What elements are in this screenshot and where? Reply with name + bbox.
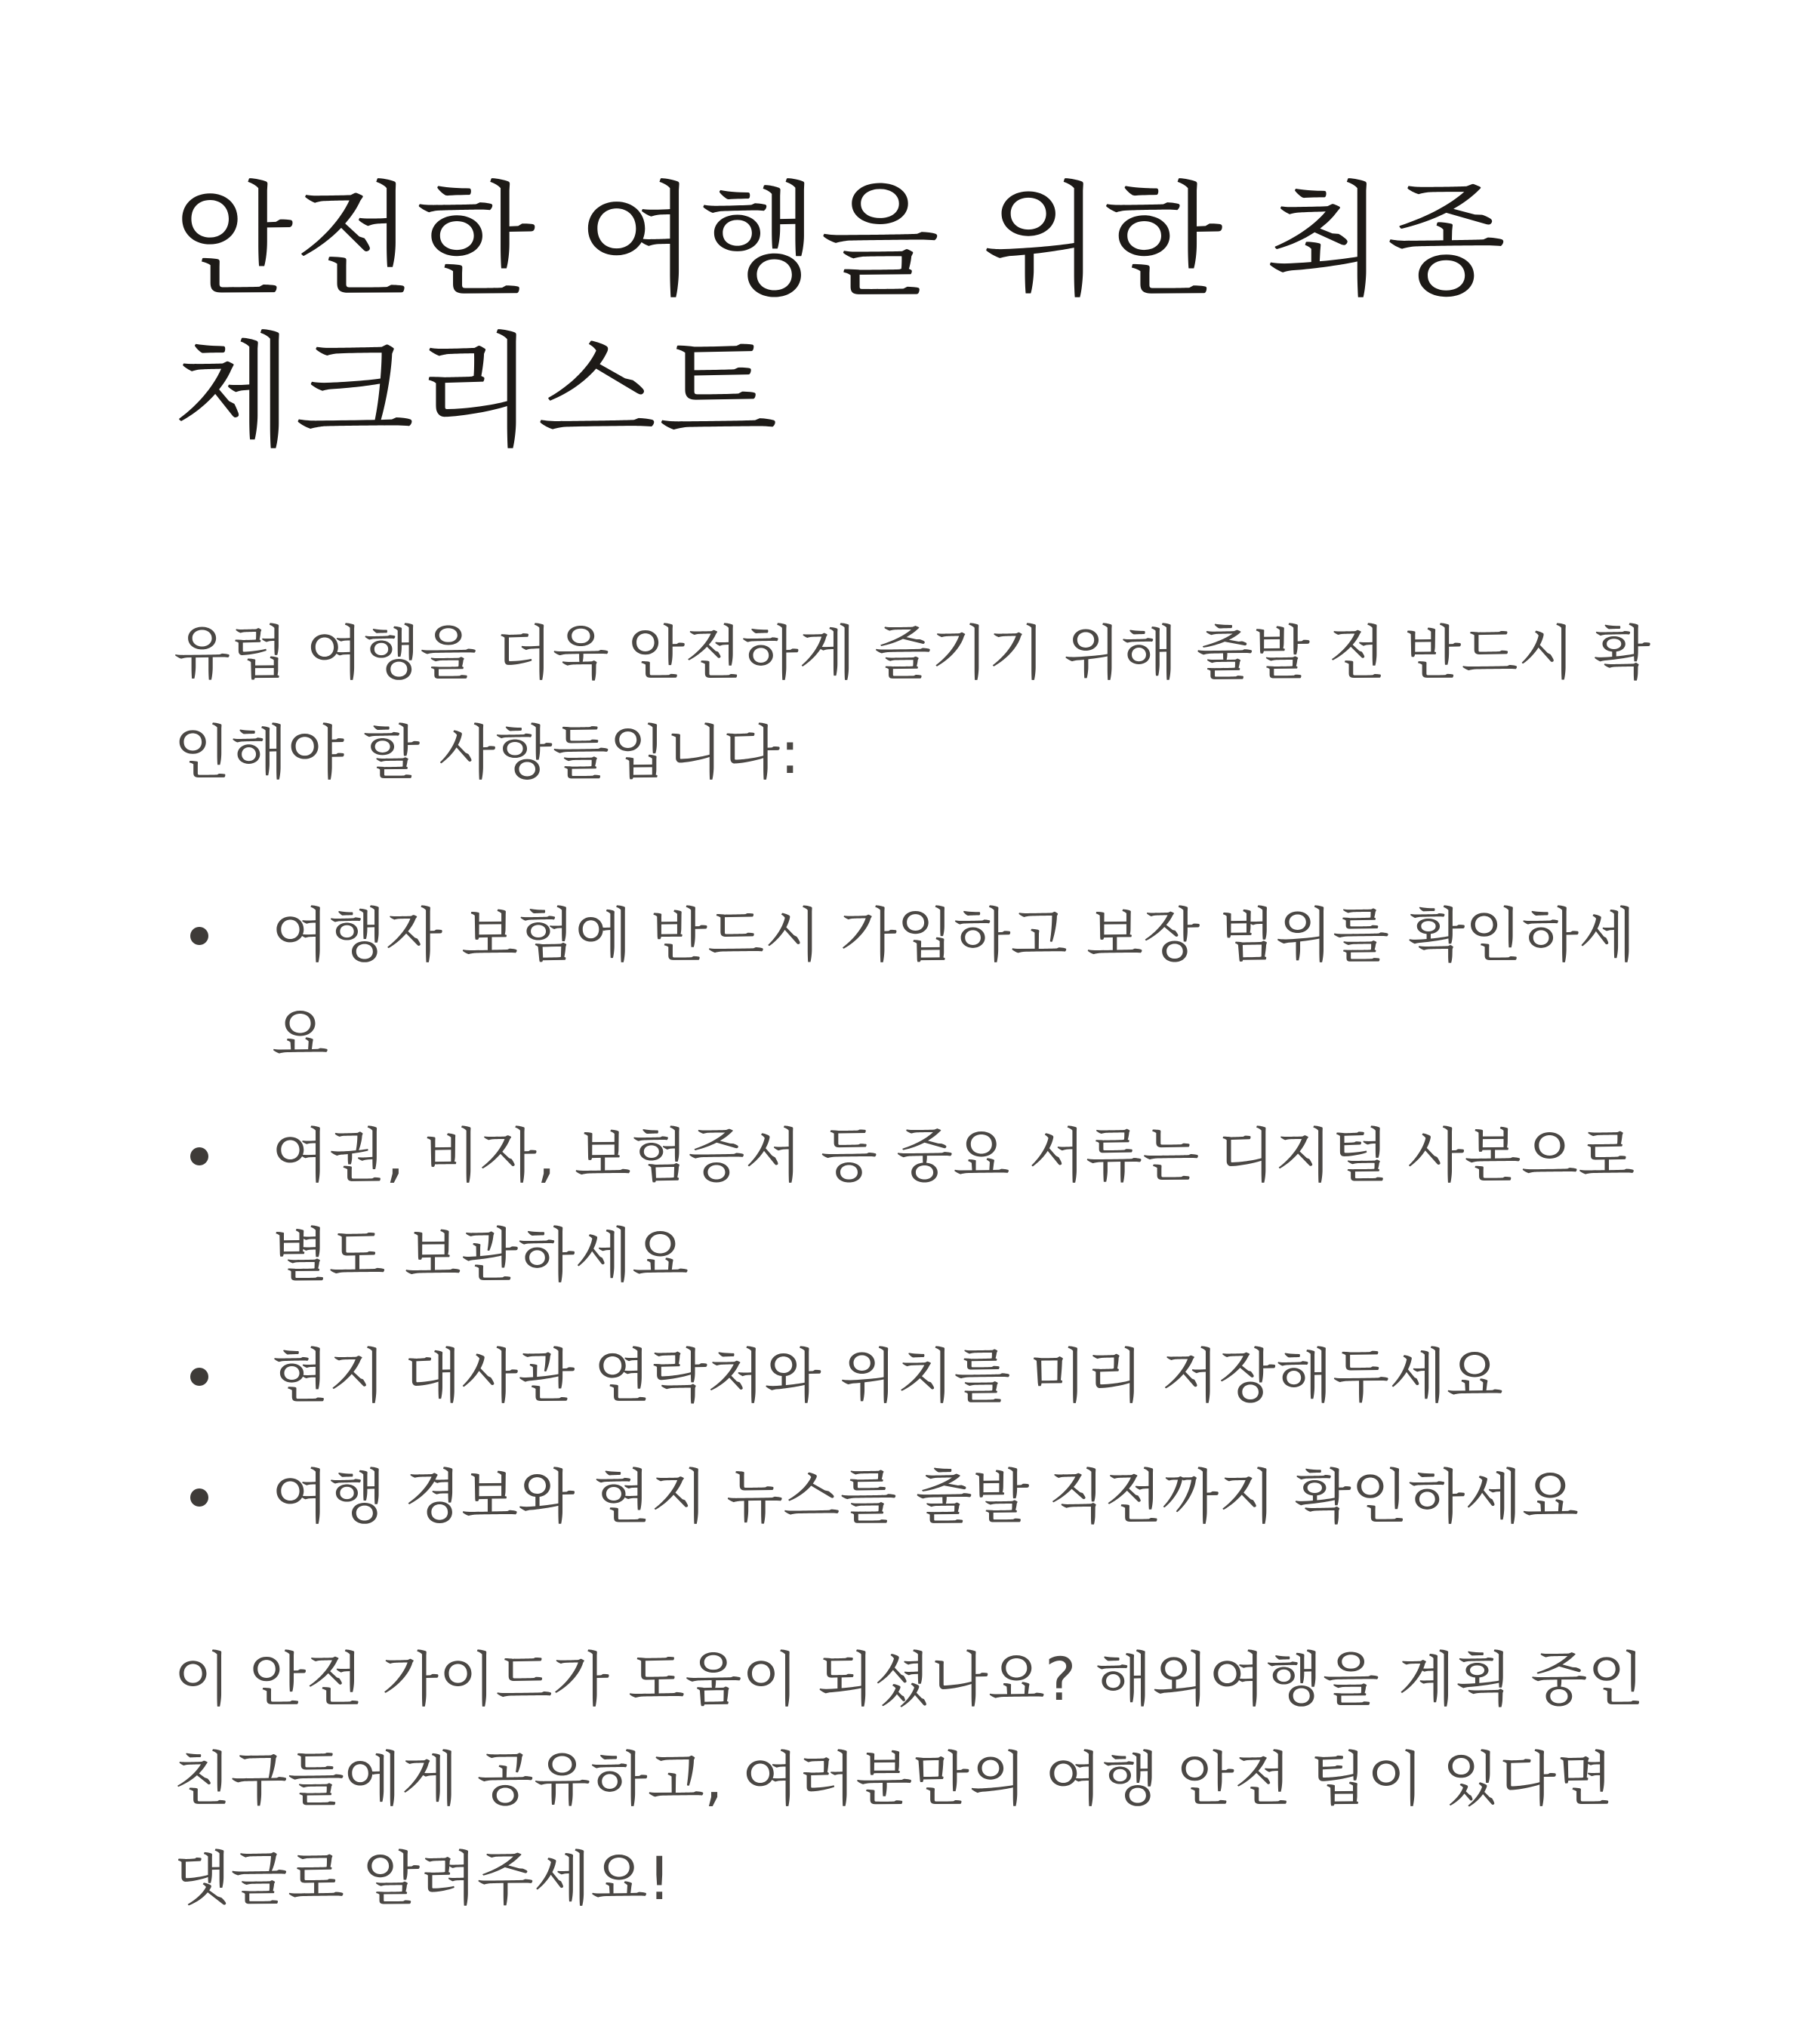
bullet-icon: [190, 1147, 208, 1165]
safety-checklist: [174, 886, 1653, 1547]
checklist-item: [174, 1448, 1653, 1547]
checklist-item-text: 여행자 보험에 반드시 가입하고 보장 범위를 확인하세요: [272, 902, 1636, 1070]
checklist-item-text: 현지 대사관 연락처와 위치를 미리 저장해두세요: [272, 1343, 1503, 1411]
article-title: 안전한 여행을 위한 최종 체크리스트: [174, 169, 1508, 464]
checklist-item: [174, 1107, 1653, 1306]
checklist-item-text: 여권, 비자, 보험증서 등 중요 서류는 디지털 사본으로 별도 보관하세요: [272, 1122, 1635, 1290]
bullet-icon: [190, 1488, 208, 1507]
bullet-icon: [190, 1368, 208, 1386]
checklist-item-text: 여행 경보와 현지 뉴스를 출발 직전까지 확인하세요: [272, 1464, 1579, 1531]
bullet-icon: [190, 927, 208, 945]
intro-paragraph: 유럽 여행을 더욱 안전하게 즐기기 위해 출발 전 반드시 확인해야 할 사항들입니다:: [174, 620, 1651, 787]
closing-paragraph: 이 안전 가이드가 도움이 되셨나요? 해외여행을 계획 중인 친구들에게 공유하고, 여러분만의 여행 안전 팁이 있다면 댓글로 알려주세요!: [174, 1646, 1644, 1913]
checklist-item: [174, 1327, 1653, 1427]
checklist-item: [174, 886, 1653, 1085]
article: [174, 166, 1653, 1929]
